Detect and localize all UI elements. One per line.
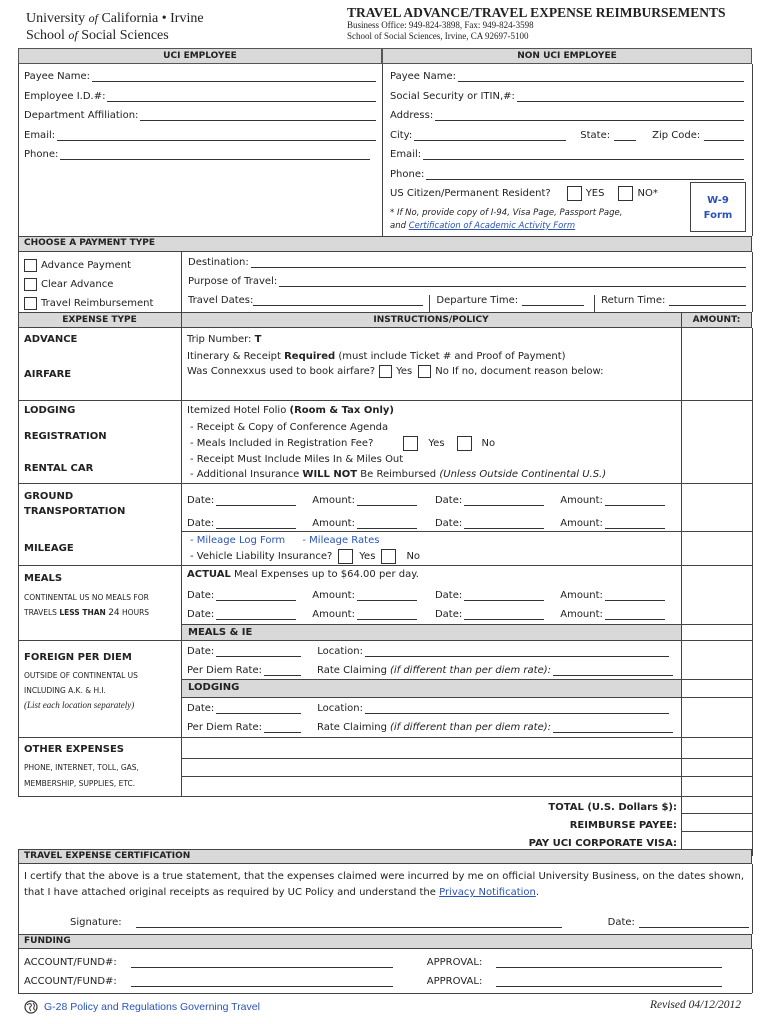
ground-row-1[interactable]: Date: Amount: Date: Amount:	[187, 495, 677, 506]
destination-field[interactable]: Destination:	[188, 257, 746, 276]
non-uci-fields	[390, 71, 744, 188]
clear-advance-option[interactable]: Clear Advance	[24, 275, 153, 294]
vehicle-yes-checkbox[interactable]	[338, 549, 353, 564]
connexxus-yes-checkbox[interactable]	[379, 365, 392, 378]
other-expenses-note: PHONE, INTERNET, TOLL, GAS, MEMBERSHIP, SUPPLIES, ETC.	[24, 763, 139, 788]
mileage-rates-link[interactable]: Mileage Rates	[309, 535, 380, 546]
purpose-field[interactable]: Purpose of Travel:	[188, 276, 746, 295]
citizen-no-checkbox[interactable]	[618, 186, 633, 201]
non-uci-email-field[interactable]: Email:	[390, 149, 744, 169]
registration-meals-row: - Meals Included in Registration Fee? Yes No	[190, 438, 496, 449]
globe-icon	[24, 1000, 38, 1014]
vehicle-insurance-row: - Vehicle Liability Insurance? Yes No	[190, 551, 421, 562]
trip-details	[188, 257, 746, 314]
lodging-sub-band	[182, 680, 681, 697]
certification-text: I certify that the above is a true statement, that the expenses claimed were incurred by me on official University Business, on the dates shown, that I have attached original receipts as required by UC Policy and understand the Privacy Notification.	[24, 871, 745, 898]
rental-car-label: RENTAL CAR	[24, 463, 94, 474]
university-name: University of California • Irvine School of Social Sciences	[26, 11, 204, 43]
funding-band	[18, 934, 752, 949]
travel-reimbursement-option[interactable]: Travel Reimbursement	[24, 294, 153, 313]
ground-transport-label: GROUND TRANSPORTATION	[24, 491, 126, 517]
rental-note-2: - Additional Insurance WILL NOT Be Reimbursed (Unless Outside Continental U.S.)	[190, 469, 607, 480]
vehicle-no-checkbox[interactable]	[381, 549, 396, 564]
actual-meals-note: ACTUAL Meal Expenses up to $64.00 per day.	[187, 569, 419, 580]
uci-employee-id-field[interactable]: Employee I.D.#:	[24, 91, 376, 111]
form-title: TRAVEL ADVANCE/TRAVEL EXPENSE REIMBURSEMENTS	[347, 5, 726, 20]
non-uci-phone-field[interactable]: Phone:	[390, 169, 744, 189]
payment-heading: CHOOSE A PAYMENT TYPE	[24, 238, 156, 248]
uci-employee-heading: UCI EMPLOYEE	[18, 48, 382, 64]
foreign-meals-row-1[interactable]: Date: Location:	[187, 646, 669, 657]
lodging-label: LODGING	[24, 405, 76, 416]
uci-phone-field[interactable]: Phone:	[24, 149, 376, 169]
uci-email-field[interactable]: Email:	[24, 130, 376, 150]
instructions-header: INSTRUCTIONS/POLICY	[373, 315, 489, 325]
non-uci-payee-field[interactable]: Payee Name:	[390, 71, 744, 91]
meals-ie-heading: MEALS & IE	[188, 627, 253, 638]
office-info: Business Office: 949-824-3898, Fax: 949-824-3598 School of Social Sciences, Irvine, CA 92697-5100	[347, 20, 534, 41]
mileage-log-link[interactable]: Mileage Log Form	[196, 535, 286, 546]
registration-note: - Receipt & Copy of Conference Agenda	[190, 422, 389, 433]
revision-date: Revised 04/12/2012	[650, 999, 742, 1011]
certification-link[interactable]: Certification of Academic Activity Form	[408, 221, 576, 231]
non-uci-employee-heading: NON UCI EMPLOYEE	[382, 48, 752, 64]
advance-payment-option[interactable]: Advance Payment	[24, 256, 153, 275]
mileage-label: MILEAGE	[24, 543, 74, 554]
meals-row-1[interactable]: Date: Amount: Date: Amount:	[187, 590, 677, 601]
other-expenses-label: OTHER EXPENSES	[24, 744, 125, 755]
advance-label: ADVANCE	[24, 334, 78, 345]
signature-row[interactable]: Signature: Date:	[70, 917, 749, 928]
rental-note-1: - Receipt Must Include Miles In & Miles Out	[190, 454, 404, 465]
totals-labels	[400, 799, 677, 853]
citizen-question: US Citizen/Permanent Resident? YES NO*	[390, 188, 658, 199]
ssn-field[interactable]: Social Security or ITIN,#:	[390, 91, 744, 111]
reg-meals-no-checkbox[interactable]	[457, 436, 472, 451]
reg-meals-yes-checkbox[interactable]	[403, 436, 418, 451]
connexxus-row: Was Connexxus used to book airfare? Yes No If no, document reason below:	[187, 366, 604, 377]
policy-link-row[interactable]	[24, 1000, 260, 1014]
connexxus-no-checkbox[interactable]	[418, 365, 431, 378]
airfare-label: AIRFARE	[24, 369, 72, 380]
payment-options	[24, 256, 153, 313]
foreign-per-diem-label: FOREIGN PER DIEM	[24, 652, 132, 663]
corporate-visa-label: PAY UCI CORPORATE VISA:	[528, 838, 677, 849]
funding-row-2[interactable]: ACCOUNT/FUND#: APPROVAL:	[24, 976, 722, 987]
lodging-sub-heading: LODGING	[188, 682, 240, 693]
meals-row-2[interactable]: Date: Amount: Date: Amount:	[187, 609, 677, 620]
trip-number-label: Trip Number: T	[187, 334, 262, 345]
foreign-meals-row-2[interactable]: Per Diem Rate: Rate Claiming (if different than per diem rate):	[187, 665, 673, 676]
foreign-lodging-row-2[interactable]: Per Diem Rate: Rate Claiming (if different than per diem rate):	[187, 722, 673, 733]
meals-ie-band	[182, 625, 681, 640]
hotel-note: Itemized Hotel Folio (Room & Tax Only)	[187, 405, 394, 416]
amount-header: AMOUNT:	[692, 315, 741, 325]
citizen-yes-checkbox[interactable]	[567, 186, 582, 201]
address-field[interactable]: Address:	[390, 110, 744, 130]
foreign-note: OUTSIDE OF CONTINENTAL US INCLUDING A.K. & H.I. (List each location separately)	[24, 671, 138, 710]
city-state-zip-row[interactable]: City: State: Zip Code:	[390, 130, 744, 150]
funding-row-1[interactable]: ACCOUNT/FUND#: APPROVAL:	[24, 957, 722, 968]
privacy-notification-link[interactable]: Privacy Notification	[439, 887, 536, 898]
reimburse-payee-label: REIMBURSE PAYEE:	[569, 820, 677, 831]
ground-row-2[interactable]: Date: Amount: Date: Amount:	[187, 518, 677, 529]
citizen-note: * If No, provide copy of I-94, Visa Page, Passport Page, and Certification of Academic Activity Form	[390, 208, 623, 231]
uci-fields	[24, 71, 376, 169]
uci-department-field[interactable]: Department Affiliation:	[24, 110, 376, 130]
foreign-lodging-row-1[interactable]: Date: Location:	[187, 703, 669, 714]
registration-label: REGISTRATION	[24, 431, 107, 442]
g28-policy-link[interactable]: G-28 Policy and Regulations Governing Travel	[44, 1001, 260, 1013]
mileage-links: - Mileage Log Form - Mileage Rates	[190, 535, 380, 546]
certification-heading: TRAVEL EXPENSE CERTIFICATION	[24, 851, 191, 861]
funding-heading: FUNDING	[24, 936, 71, 946]
travel-times-row[interactable]: Travel Dates: Departure Time: Return Time:	[188, 295, 746, 314]
itinerary-note: Itinerary & Receipt Required (must include Ticket # and Proof of Payment)	[187, 351, 566, 362]
meals-label: MEALS	[24, 573, 63, 584]
uci-payee-field[interactable]: Payee Name:	[24, 71, 376, 91]
expense-type-header: EXPENSE TYPE	[62, 315, 137, 325]
total-label: TOTAL (U.S. Dollars $):	[548, 802, 677, 813]
meals-note: CONTINENTAL US NO MEALS FOR TRAVELS LESS THAN 24 HOURS	[24, 593, 150, 618]
w9-form-button[interactable]: W-9 Form	[690, 182, 746, 232]
